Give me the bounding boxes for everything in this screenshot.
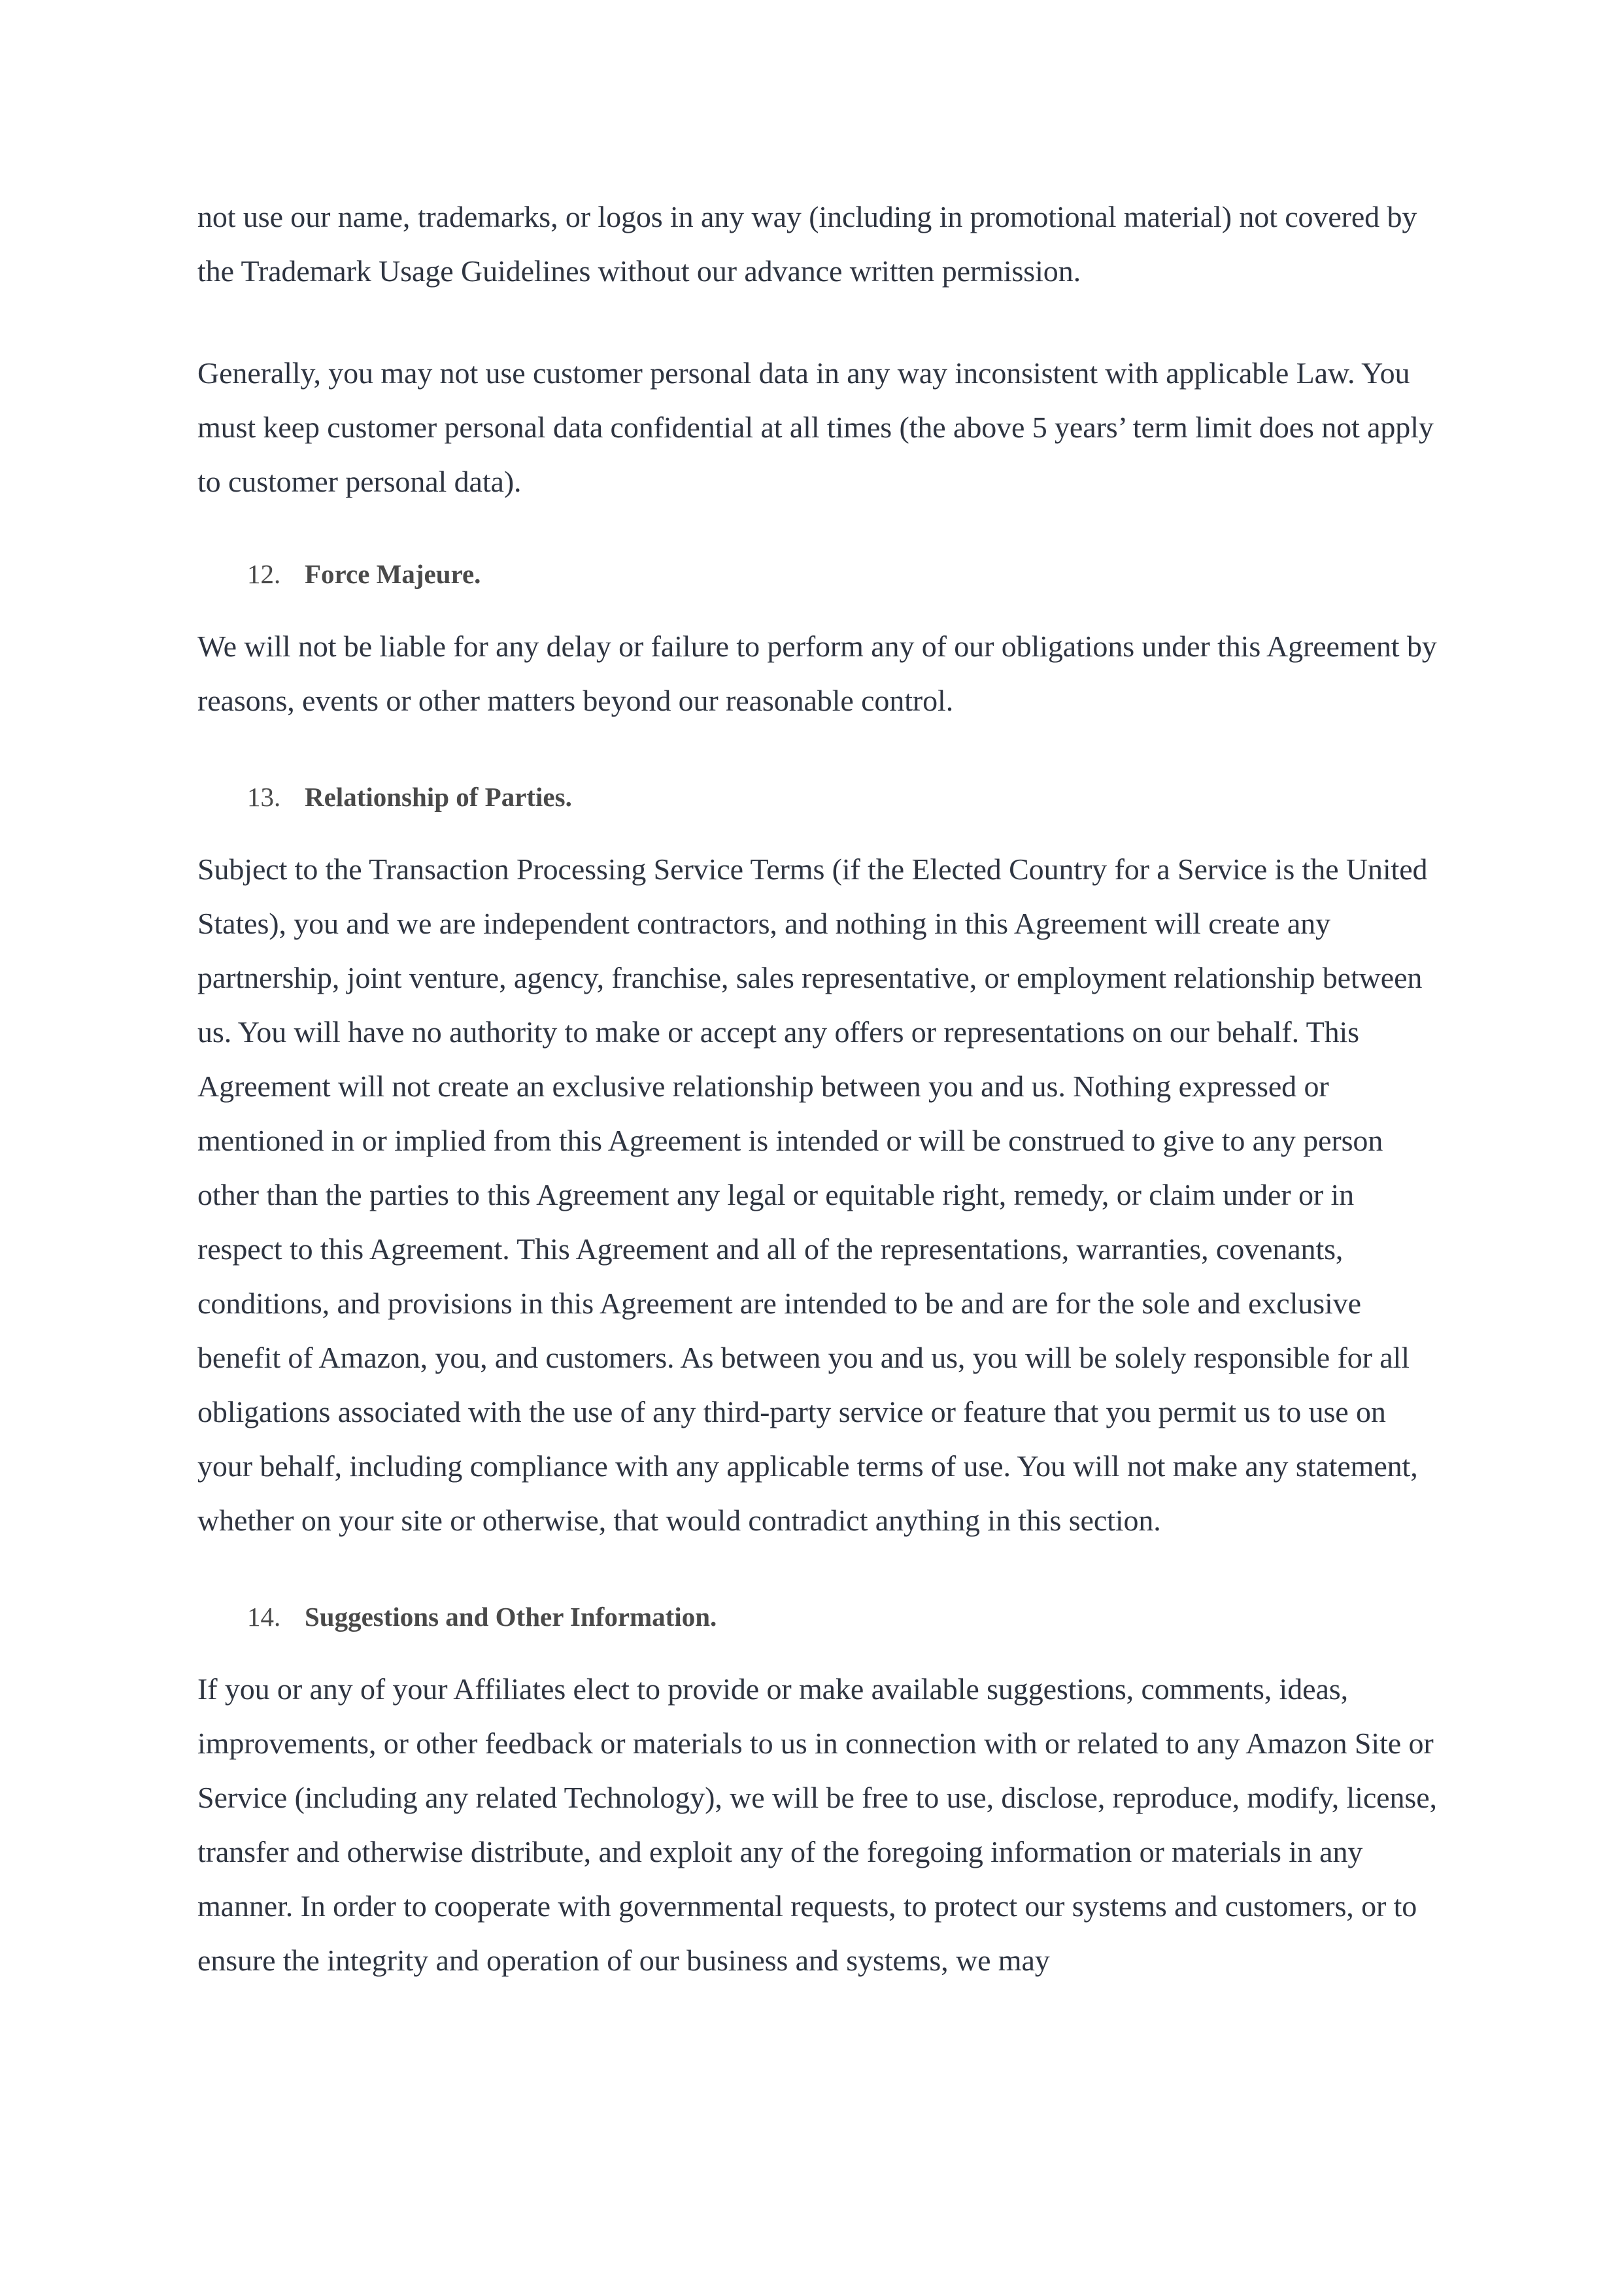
section-number: 13. <box>247 782 281 812</box>
section-heading-force-majeure <box>197 554 1441 594</box>
section-number: 14. <box>247 1602 281 1632</box>
section-title: Suggestions and Other Information. <box>305 1602 717 1632</box>
paragraph-suggestions: If you or any of your Affiliates elect to provide or make available suggestions, comments, ideas, improvements, or other feedback or materials to us in connection with or related to any Amazon Site or Service (including any related Technology), we will be free to use, disclose, reproduce, modify, license, transfer and otherwise distribute, and exploit any of the foregoing information or materials in any manner. In order to cooperate with governmental requests, to protect our systems and customers, or to ensure the integrity and operation of our business and systems, we may <box>197 1672 1437 1977</box>
section-title: Relationship of Parties. <box>305 782 572 812</box>
paragraph-trademark-usage: not use our name, trademarks, or logos in any way (including in promotional material) not covered by the Trademark Usage Guidelines without our advance written permission. <box>197 200 1417 288</box>
paragraph-customer-personal-data: Generally, you may not use customer personal data in any way inconsistent with applicable Law. You must keep customer personal data confidential at all times (the above 5 years’ term limit does not apply to customer personal data). <box>197 356 1434 498</box>
section-heading-relationship-of-parties <box>197 777 1441 817</box>
section-heading-suggestions <box>197 1597 1441 1636</box>
section-number: 12. <box>247 559 281 589</box>
section-title: Force Majeure. <box>305 559 481 589</box>
paragraph-force-majeure: We will not be liable for any delay or failure to perform any of our obligations under this Agreement by reasons, events or other matters beyond our reasonable control. <box>197 630 1437 717</box>
paragraph-relationship-of-parties: Subject to the Transaction Processing Service Terms (if the Elected Country for a Service is the United States), you and we are independent contractors, and nothing in this Agreement will create any partnership, joint venture, agency, franchise, sales representative, or employment relationship between us. You will have no authority to make or accept any offers or representations on our behalf. This Agreement will not create an exclusive relationship between you and us. Nothing expressed or mentioned in or implied from this Agreement is intended or will be construed to give to any person other than the parties to this Agreement any legal or equitable right, remedy, or claim under or in respect to this Agreement. This Agreement and all of the representations, warranties, covenants, conditions, and provisions in this Agreement are intended to be and are for the sole and exclusive benefit of Amazon, you, and customers. As between you and us, you will be solely responsible for all obligations associated with the use of any third-party service or feature that you permit us to use on your behalf, including compliance with any applicable terms of use. You will not make any statement, whether on your site or otherwise, that would contradict anything in this section. <box>197 852 1428 1537</box>
